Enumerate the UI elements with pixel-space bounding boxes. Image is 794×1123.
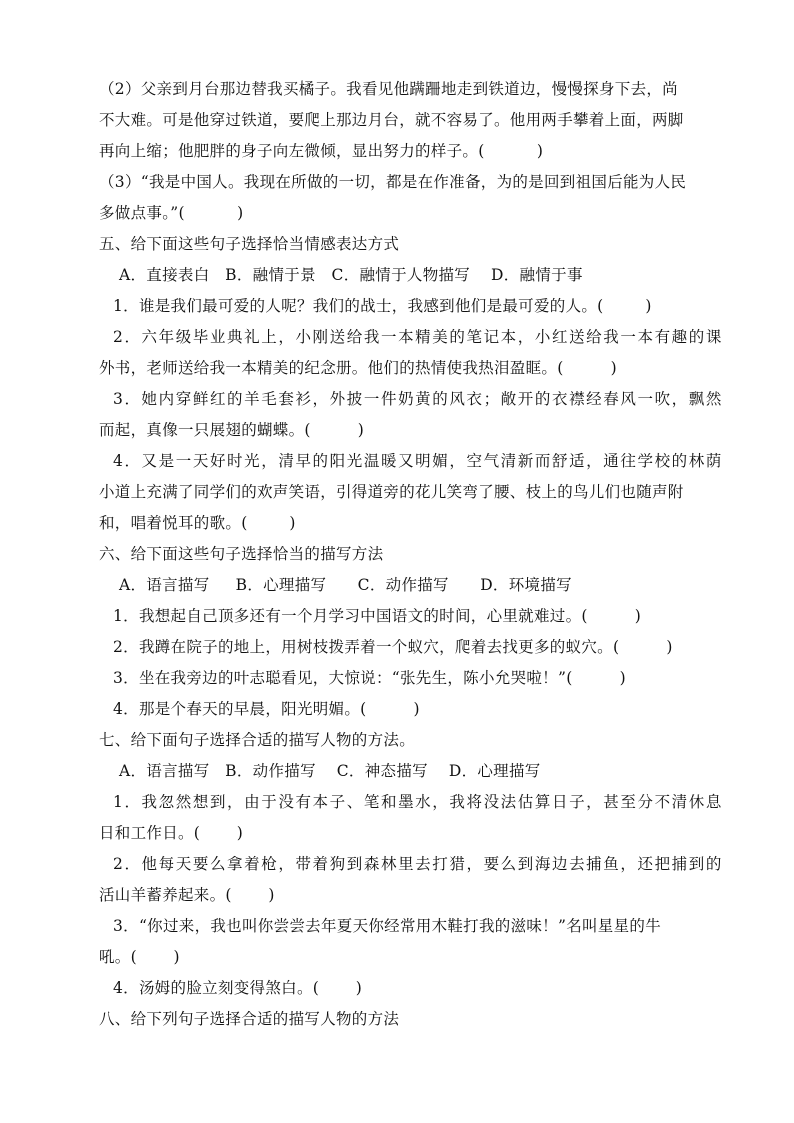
q5-item-4-line-2: 小道上充满了同学们的欢声笑语，引得道旁的花儿笑弯了腰、枝上的鸟儿们也随声附	[99, 483, 684, 501]
q5-item-3-line-1: 3．她内穿鲜红的羊毛套衫，外披一件奶黄的风衣；敞开的衣襟经春风一吹，飘然	[113, 390, 723, 408]
q7-item-1-line-1: 1．我忽然想到，由于没有本子、笔和墨水，我将没法估算日子，甚至分不清休息	[113, 793, 723, 811]
q4-item-3-line-1: （3）“我是中国人。我现在所做的一切，都是在作准备，为的是回到祖国后能为人民	[99, 173, 687, 191]
q7-item-1-line-2: 日和工作日。( )	[99, 824, 244, 842]
q7-item-4: 4．汤姆的脸立刻变得煞白。( )	[113, 979, 363, 997]
q4-item-2-line-1: （2）父亲到月台那边替我买橘子。我看见他蹒跚地走到铁道边，慢慢探身下去，尚	[99, 80, 678, 98]
section-8-heading: 八、给下列句子选择合适的描写人物的方法	[99, 1010, 400, 1028]
q4-item-3-line-2: 多做点事。”( )	[99, 204, 244, 222]
q6-item-1: 1．我想起自己顶多还有一个月学习中国语文的时间，心里就难过。( )	[113, 607, 642, 625]
q7-item-3-line-2: 吼。( )	[99, 948, 180, 966]
q6-item-2: 2．我蹲在院子的地上，用树枝拨弄着一个蚁穴，爬着去找更多的蚁穴。( )	[113, 638, 673, 656]
q7-item-2-line-2: 活山羊蓄养起来。( )	[99, 886, 275, 904]
q6-item-3: 3．坐在我旁边的叶志聪看见，大惊说：“张先生，陈小允哭啦！”( )	[113, 669, 626, 687]
q7-item-3-line-1: 3．“你过来，我也叫你尝尝去年夏天你经常用木鞋打我的滋味！”名叫星星的牛	[113, 917, 662, 935]
section-5-heading: 五、给下面这些句子选择恰当情感表达方式	[99, 235, 400, 253]
q4-item-2-line-3: 再向上缩；他肥胖的身子向左微倾，显出努力的样子。( )	[99, 142, 544, 160]
q4-item-2-line-2: 不大难。可是他穿过铁道，要爬上那边月台，就不容易了。他用两手攀着上面，两脚	[99, 111, 684, 129]
section-6-options: A．语言描写 B．心理描写 C．动作描写 D．环境描写	[119, 576, 572, 594]
section-7-heading: 七、给下面句子选择合适的描写人物的方法。	[99, 731, 416, 749]
q5-item-2-line-2: 外书，老师送给我一本精美的纪念册。他们的热情使我热泪盈眶。( )	[99, 359, 617, 377]
q5-item-2-line-1: 2．六年级毕业典礼上，小刚送给我一本精美的笔记本，小红送给我一本有趣的课	[113, 328, 723, 346]
q6-item-4: 4．那是个春天的早晨，阳光明媚。( )	[113, 700, 420, 718]
q5-item-4-line-3: 和，唱着悦耳的歌。( )	[99, 514, 296, 532]
q5-item-1: 1．谁是我们最可爱的人呢？我们的战士，我感到他们是最可爱的人。( )	[113, 297, 652, 315]
section-6-heading: 六、给下面这些句子选择恰当的描写方法	[99, 545, 384, 563]
q5-item-3-line-2: 而起，真像一只展翅的蝴蝶。( )	[99, 421, 365, 439]
section-5-options: A．直接表白 B．融情于景 C．融情于人物描写 D．融情于事	[119, 266, 583, 284]
q7-item-2-line-1: 2．他每天要么拿着枪，带着狗到森林里去打猎，要么到海边去捕鱼，还把捕到的	[113, 855, 723, 873]
section-7-options: A．语言描写 B．动作描写 C．神态描写 D．心理描写	[119, 762, 541, 780]
q5-item-4-line-1: 4．又是一天好时光，清早的阳光温暖又明媚，空气清新而舒适，通往学校的林荫	[113, 452, 723, 470]
